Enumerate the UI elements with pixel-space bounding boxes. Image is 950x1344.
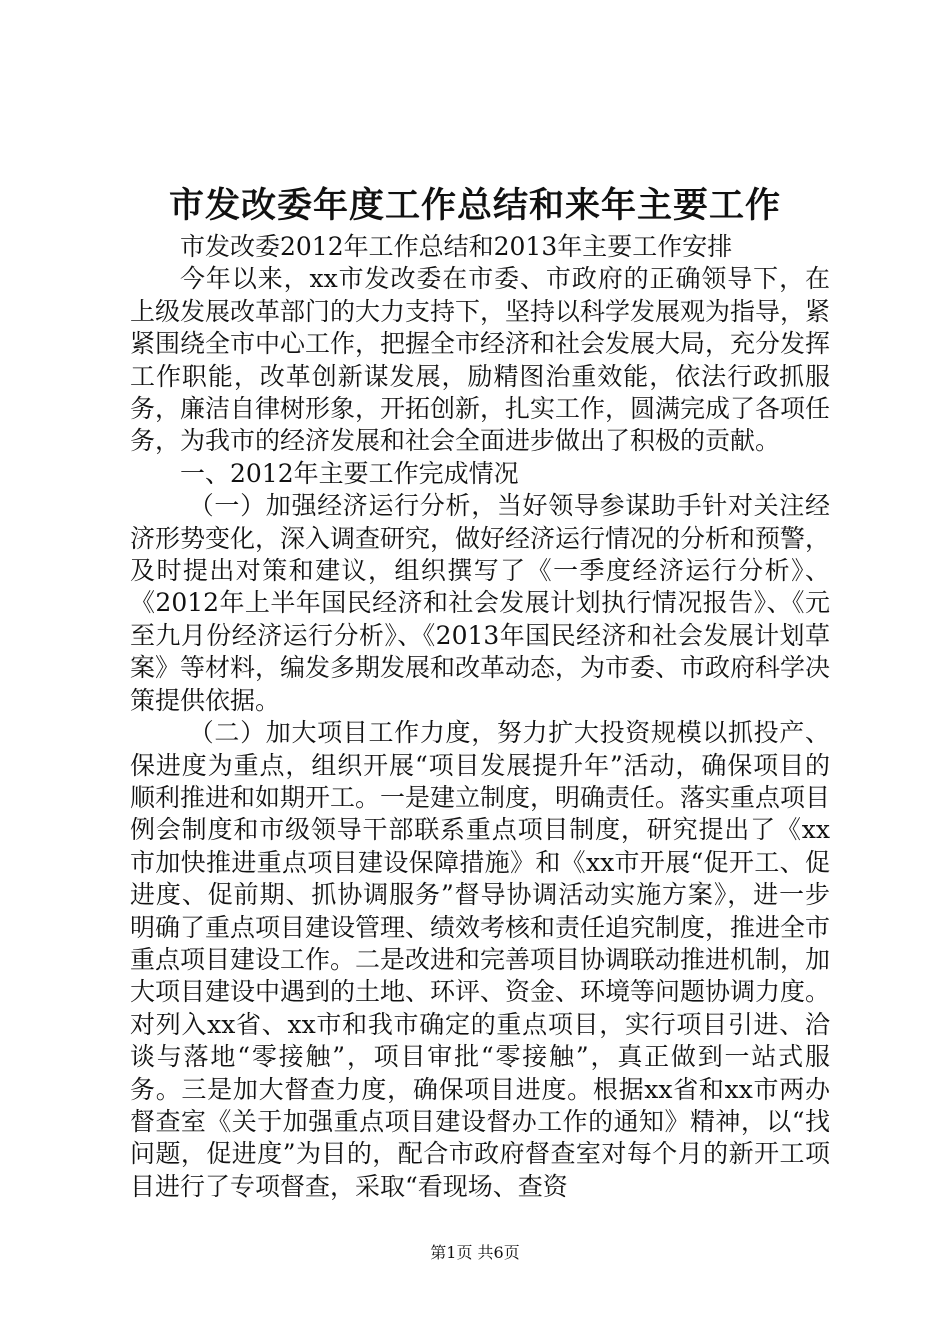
section-heading: 一、2012年主要工作完成情况 [180,458,519,488]
intro-paragraph: 今年以来，xx市发改委在市委、市政府的正确领导下，在上级发展改革部门的大力支持下，坚持以科学发展观为指导，紧紧围绕全市中心工作，把握全市经济和社会发展大局，充分发挥工作职能，改革创新谋发展，励精图治重效能，依法行政抓服务，廉洁自律树形象，开拓创新，扎实工作，圆满完成了各项任务，为我市的经济发展和社会全面进步做出了积极的贡献。 [130,264,831,456]
item-paragraph-1: （一）加强经济运行分析，当好领导参谋助手针对关注经济形势变化，深入调查研究，做好经济运行情况的分析和预警，及时提出对策和建议，组织撰写了《一季度经济运行分析》、《2012年上半年国民经济和社会发展计划执行情况报告》、《元至九月份经济运行分析》、《2013年国民经济和社会发展计划草案》等材料，编发多期发展和改革动态，为市委、市政府科学决策提供依据。 [130,491,831,715]
document-body [130,231,830,1203]
document-subtitle: 市发改委2012年工作总结和2013年主要工作安排 [180,232,733,261]
item-paragraph-2: （二）加大项目工作力度，努力扩大投资规模以抓投产、保进度为重点，组织开展“项目发展提升年”活动，确保项目的顺利推进和如期开工。一是建立制度，明确责任。落实重点项目例会制度和市级领导干部联系重点项目制度，研究提出了《xx市加快推进重点项目建设保障措施》和《xx市开展“促开工、促进度、促前期、抓协调服务”督导协调活动实施方案》，进一步明确了重点项目建设管理、绩效考核和责任追究制度，推进全市重点项目建设工作。二是改进和完善项目协调联动推进机制，加大项目建设中遇到的土地、环评、资金、环境等问题协调力度。对列入xx省、xx市和我市确定的重点项目，实行项目引进、洽谈与落地“零接触”，项目审批“零接触”，真正做到一站式服务。三是加大督查力度，确保项目进度。根据xx省和xx市两办督查室《关于加强重点项目建设督办工作的通知》精神，以“找问题，促进度”为目的，配合市政府督查室对每个月的新开工项目进行了专项督查，采取“看现场、查资 [130,718,831,1201]
document-title: 市发改委年度工作总结和来年主要工作 [168,185,781,226]
page-footer: 第1页 共6页 [430,1243,520,1262]
